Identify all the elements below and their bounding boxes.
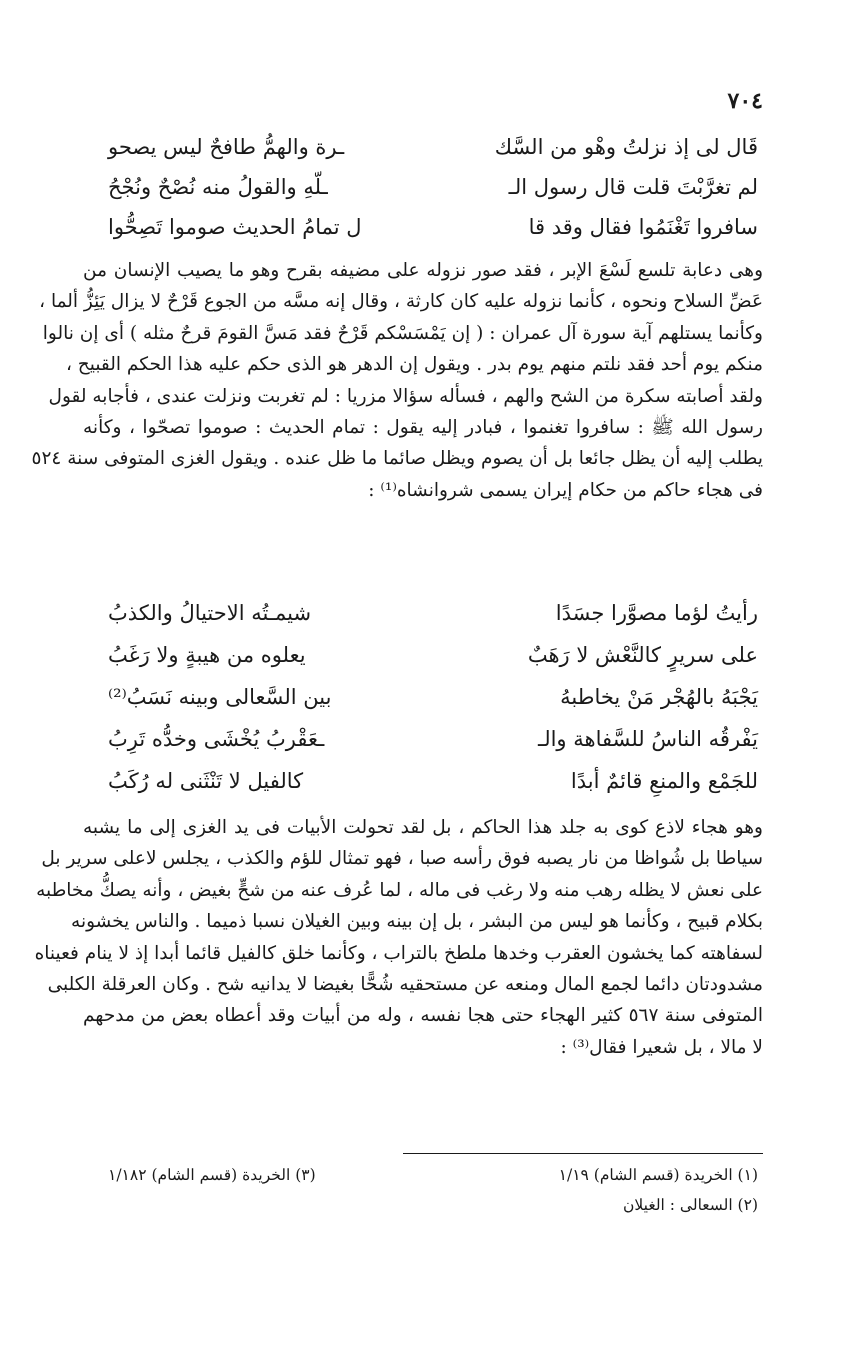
hemistich-second: شيمـتُه الاحتيالُ والكذبُ [108, 601, 312, 625]
hemistich-second: كالفيل لا تَنْثَنى له رُكَبُ [108, 769, 304, 793]
hemistich-first: يَفْرقُه الناسُ للسَّفاهة والـ [538, 727, 758, 751]
prose-line: وكأنما يستلهم آية سورة آل عمران : ( إن يَمْسَسْكم قَرْحٌ فقد مَسَّ القومَ قرحٌ مثله ) أى إن نالوا [42, 322, 763, 344]
prose-line: ولقد أصابته سكرة من الشح والهم ، فسأله سؤالا مزريا : لم تغربت ونزلت عندى ، فأجابه لقول [48, 385, 763, 407]
footnote-row [108, 1160, 758, 1190]
footnote-3: (٣) الخريدة (قسم الشام) ١/١٨٢ [108, 1166, 316, 1184]
prose-paragraph-2 [34, 812, 764, 1063]
prose-line: بكلام قبيح ، وكأنما هو ليس من البشر ، بل إن بينه وبين الغيلان نسبا ذميما . والناس يخشونه [71, 911, 763, 933]
prose-line: لسفاهته كما يخشون العقرب وخدها ملطخ بالتراب ، وكأنما خلق كالفيل قائما أبدا إذ لا ينام فعيناه [34, 942, 763, 964]
hemistich-first: قَال لى إذ نزلتُ وهْو من السَّك [494, 135, 758, 159]
poem1-verse-2 [108, 172, 758, 202]
hemistich-second: ل تمامُ الحديث صوموا تَصِحُّوا [108, 215, 362, 239]
hemistich-second: ـعَقْربُ يُخْشَى وخدُّه تَرِبُ [108, 727, 325, 751]
poem1-verse-1 [108, 132, 758, 162]
prose-paragraph-1 [31, 255, 763, 506]
prose-line: فى هجاء حاكم من حكام إيران يسمى شروانشاه⁽¹⁾ : [368, 479, 763, 501]
footnote-2: (٢) السعالى : الغيلان [623, 1196, 758, 1214]
page-number: ٧٠٤ [727, 88, 763, 114]
hemistich-first: سافروا تَغْنَمُوا فقال وقد قا [528, 215, 758, 239]
hemistich-first: لم تغرَّبْتَ قلت قال رسول الـ [508, 175, 758, 199]
footnote-divider [403, 1153, 763, 1154]
prose-line: رسول الله ﷺ : سافروا تغنموا ، فبادر إليه يقول : تمام الحديث : صوموا تصحّوا ، وكأنه [83, 417, 763, 439]
prose-line: عَضِّ السلاح ونحوه ، كأنما نزوله عليه كان كارثة ، وقال إنه مسَّه من الجوع قَرْحٌ لا يزال يَئِزُّ ألما ، [39, 291, 763, 313]
poem2-verse-1 [108, 598, 758, 628]
footnote-row [108, 1190, 758, 1220]
hemistich-first: يَجْبَهُ بالهُجْر مَنْ يخاطبهُ [560, 685, 758, 709]
poem1-verse-3 [108, 212, 758, 242]
prose-line: وهى دعابة تلسع لَسْعَ الإبر ، فقد صور نزوله على مضيفه بقرح وهو ما يصيب الإنسان من [83, 260, 763, 281]
hemistich-second: يعلوه من هيبةٍ ولا رَغَبُ [108, 643, 306, 667]
prose-line: المتوفى سنة ٥٦٧ كثير الهجاء حتى هجا نفسه ، وله من أبيات وقد أعطاه بعض من مدحهم [83, 1005, 764, 1027]
poem2-verse-3 [108, 682, 758, 712]
prose-line: سياطا بل شُواظا من نار يصبه فوق رأسه صبا ، فهو تمثال للؤم والكذب ، يجلس لاعلى سرير بل [41, 848, 763, 870]
footnotes [108, 1160, 758, 1220]
hemistich-first: رأيتُ لؤما مصوَّرا جسَدًا [555, 601, 758, 625]
poem2-verse-5 [108, 766, 758, 796]
prose-line: مشدودتان دائما لجمع المال ومنعه عن مستحقيه شُحًّا بغيضا لا يدانيه شح . وكان العرقلة الكلبى [47, 974, 763, 996]
hemistich-second: ـلّهِ والقولُ منه نُصْحٌ ونُجْحُ [108, 175, 328, 199]
prose-line: منكم يوم أحد فقد نلتم منهم يوم بدر . ويقول إن الدهر هو الذى حكم عليه هذا الحكم القبيح ، [65, 354, 763, 376]
prose-line: لا مالا ، بل شعيرا فقال⁽³⁾ : [560, 1036, 763, 1058]
prose-line: يطلب إليه أن يظل جائعا بل أن يصوم ويظل صائما ما ظل عنده . ويقول الغزى المتوفى سنة ٥٢٤ [31, 448, 763, 470]
hemistich-first: للجَمْع والمنعِ قائمٌ أبدًا [570, 769, 758, 793]
prose-line: وهو هجاء لاذع كوى به جلد هذا الحاكم ، بل لقد تحولت الأبيات فى يد الغزى إلى ما يشبه [83, 817, 763, 838]
poem2-verse-4 [108, 724, 758, 754]
footnote-1: (١) الخريدة (قسم الشام) ١/١٩ [558, 1166, 758, 1184]
hemistich-first: على سريرٍ كالنَّعْش لا رَهَبٌ [527, 643, 758, 667]
hemistich-second: ـرة والهمُّ طافحٌ ليس يصحو [108, 135, 345, 159]
prose-line: على نعش لا يظله رهب منه ولا رغب فى ماله ، لما عُرف عنه من شحٍّ بغيض ، وأنه يصكُّ مخاطبه [36, 879, 763, 901]
poem2-verse-2 [108, 640, 758, 670]
hemistich-second: بين السَّعالى وبينه نَسَبُ⁽²⁾ [108, 685, 332, 709]
